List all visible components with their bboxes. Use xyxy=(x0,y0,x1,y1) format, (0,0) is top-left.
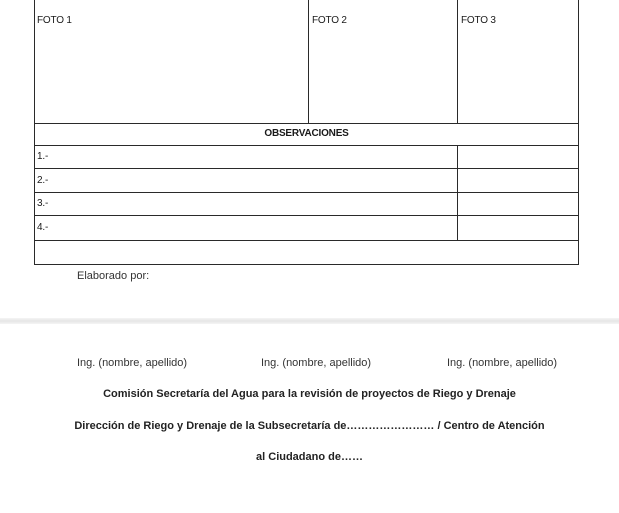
row-line-1 xyxy=(34,168,579,169)
page-fold xyxy=(0,318,619,324)
obs-item-2: 2.- xyxy=(37,175,49,186)
observaciones-title: OBSERVACIONES xyxy=(264,128,349,139)
row-line-photos-bottom xyxy=(34,123,579,124)
obs-item-3: 3.- xyxy=(37,198,49,209)
elaborado-por-label: Elaborado por: xyxy=(77,270,150,282)
footer-centro: al Ciudadano de…… xyxy=(256,451,363,463)
foto-2-label: FOTO 2 xyxy=(312,15,347,26)
obs-column-divider xyxy=(457,145,458,240)
row-line-3 xyxy=(34,215,579,216)
foto-3-label: FOTO 3 xyxy=(461,15,496,26)
footer-commission: Comisión Secretaría del Agua para la revisión de proyectos de Riego y Drenaje xyxy=(103,388,516,400)
signature-1: Ing. (nombre, apellido) xyxy=(77,357,188,369)
photo-divider-2 xyxy=(457,0,458,123)
obs-item-1: 1.- xyxy=(37,151,49,162)
row-line-obs-header xyxy=(34,145,579,146)
obs-item-4: 4.- xyxy=(37,222,49,233)
row-line-4 xyxy=(34,240,579,241)
footer-direction: Dirección de Riego y Drenaje de la Subsecretaría de…………………… / Centro de Atención xyxy=(74,420,545,432)
signature-3: Ing. (nombre, apellido) xyxy=(447,357,558,369)
foto-1-label: FOTO 1 xyxy=(37,15,72,26)
row-line-bottom xyxy=(34,264,579,265)
signature-2: Ing. (nombre, apellido) xyxy=(261,357,372,369)
photo-divider-1 xyxy=(308,0,309,123)
row-line-2 xyxy=(34,192,579,193)
